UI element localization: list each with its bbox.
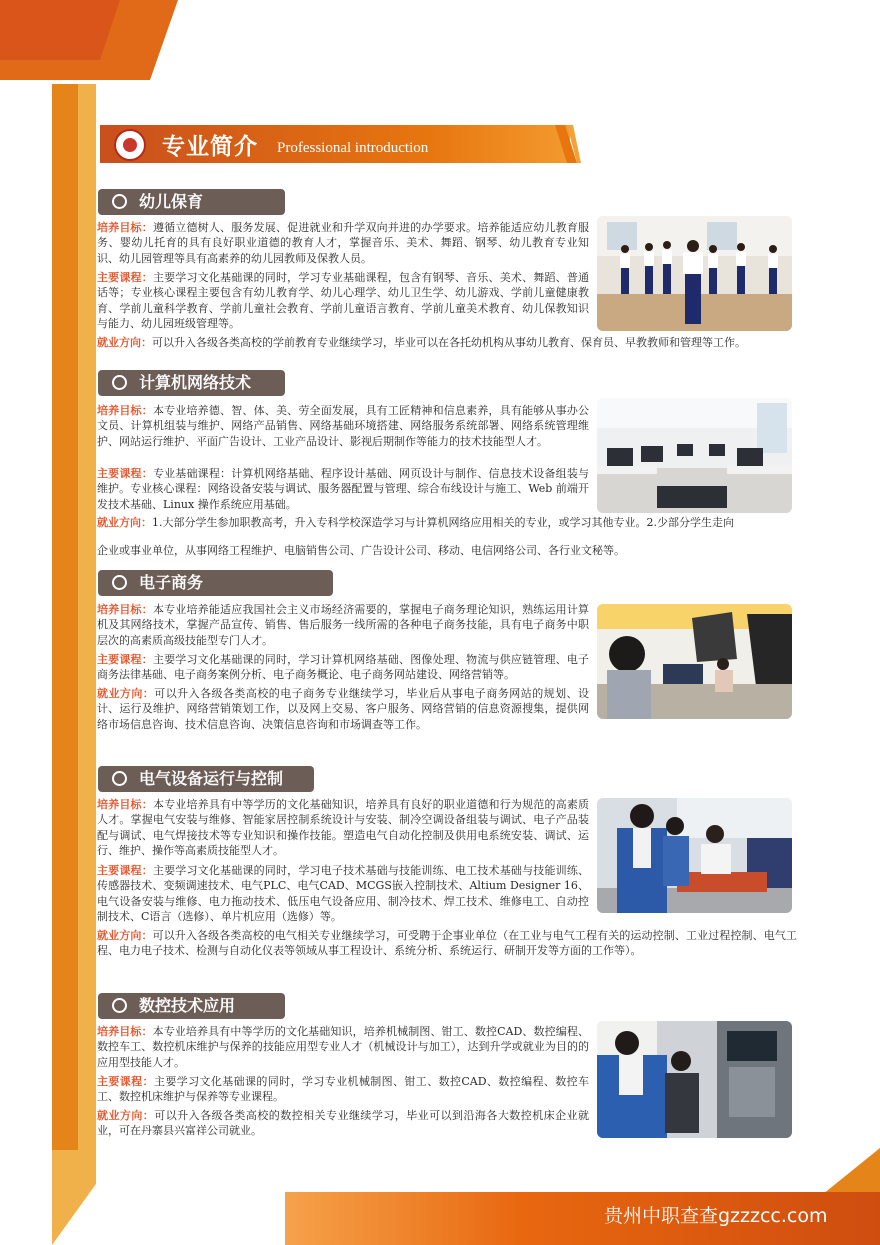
section-1-courses: 主要课程：主要学习文化基础课的同时，学习专业基础课程，包含有钢琴、音乐、美术、舞蹈、普通话等；专业核心课程主要包含有幼儿教育学、幼儿心理学、幼儿卫生学、幼儿游戏、学前儿童健康教育、学前儿童科学教育、学前儿童社会教育、学前儿童语言教育、学前儿童美术教育、幼儿保教知识与能力、幼儿园班级管理等。 xyxy=(97,271,590,331)
circle-bullet-icon xyxy=(112,375,127,390)
school-emblem-icon xyxy=(114,129,146,161)
circle-bullet-icon xyxy=(112,194,127,209)
section-1-career: 就业方向：可以升入各级各类高校的学前教育专业继续学习，毕业可以在各托幼机构从事幼儿教育、保育员、早教教师和管理等工作。 xyxy=(97,336,746,349)
electrical-training-photo xyxy=(597,798,792,913)
section-3-career: 就业方向：可以升入各级各类高校的电子商务专业继续学习，毕业后从事电子商务网站的规划、设计、运行及维护、网络营销策划工作，以及网上交易、客户服务、网络营销的信息资源搜集，提供网络市场信息咨询、技术信息咨询、决策信息咨询和市场调查等工作。 xyxy=(97,687,590,731)
circle-bullet-icon xyxy=(112,771,127,786)
section-1-goal: 培养目标：遵循立德树人、服务发展、促进就业和升学双向并进的办学要求。培养能适应幼儿教育服务、婴幼儿托育的具有良好职业道德的教育人才，掌握音乐、美术、舞蹈、钢琴、幼儿教育专业知识、幼儿园管理等具有高素养的幼儿园教师及保教人员。 xyxy=(97,221,590,265)
section-title-electrical-equipment: 电气设备运行与控制 xyxy=(98,766,314,792)
section-4-courses: 主要课程：主要学习文化基础课的同时，学习电子技术基础与技能训练、电工技术基础与技能训练、传感器技术、变频调速技术、电气PLC、电气CAD、MCGS嵌入控制技术、Altium Designer 16、电气设备安装与维修、电力拖动技术、低压电气设备应用、制冷技术、焊工技术、维修电工、自动控制技术、C语言（选修）、单片机应用（选修）等。 xyxy=(97,864,590,924)
circle-bullet-icon xyxy=(112,575,127,590)
section-title-early-childhood: 幼儿保育 xyxy=(98,189,285,215)
section-5-goal: 培养目标：本专业培养具有中等学历的文化基础知识，培养机械制图、钳工、数控CAD、数控编程、数控车工、数控机床维护与保养的技能应用型专业人才（机械设计与加工），达到升学或就业为目的的应用型技能人才。 xyxy=(97,1025,589,1069)
left-orange-bar-inner xyxy=(52,84,78,1184)
footer-watermark: 贵州中职查查gzzzcc.com xyxy=(604,1205,828,1227)
section-4-career: 就业方向：可以升入各级各类高校的电气相关专业继续学习，可受聘于企事业单位（在工业与电气工程有关的运动控制、工业过程控制、电气工程、电力电子技术、检测与自动化仪表等领域从事工程设计、系统分析、系统运行、研制开发等方面的工作等）。 xyxy=(97,929,798,958)
section-2-career: 就业方向：1.大部分学生参加职教高考，升入专科学校深造学习与计算机网络应用相关的专业，或学习其他专业。2.少部分学生走向 xyxy=(97,516,734,529)
dance-class-photo xyxy=(597,216,792,331)
section-3-courses: 主要课程：主要学习文化基础课的同时，学习计算机网络基础、图像处理、物流与供应链管理、电子商务法律基础、电子商务案例分析、电子商务概论、电子商务网站建设、网络营销等。 xyxy=(97,653,590,682)
computer-lab-photo xyxy=(597,398,792,513)
section-5-courses: 主要课程：主要学习文化基础课的同时，学习专业机械制图、钳工、数控CAD、数控编程、数控车工、数控机床维护与保养等专业课程。 xyxy=(97,1075,589,1104)
page-subtitle: Professional introduction xyxy=(277,140,429,156)
section-title-e-commerce: 电子商务 xyxy=(98,570,333,596)
cnc-machine-photo xyxy=(597,1021,792,1138)
section-3-goal: 培养目标：本专业培养能适应我国社会主义市场经济需要的，掌握电子商务理论知识，熟练运用计算机及其网络技术，掌握产品宣传、销售、售后服务一线所需的各种电子商务技能，具有电子商务中职层次的高素质高级技能型专门人才。 xyxy=(97,603,590,647)
section-title-computer-network: 计算机网络技术 xyxy=(98,370,285,396)
section-2-courses: 主要课程：专业基础课程：计算机网络基础、程序设计基础、网页设计与制作、信息技术设备组装与维护。专业核心课程：网络设备安装与调试、服务器配置与管理、综合布线设计与施工、Web 前端开发技术基础、Linux 操作系统应用基础。 xyxy=(97,467,590,511)
section-5-career: 就业方向：可以升入各级各类高校的数控相关专业继续学习，毕业可以到沿海各大数控机床企业就业，可在丹寨县兴富祥公司就业。 xyxy=(97,1109,590,1138)
page-title: 专业简介 xyxy=(162,134,258,160)
circle-bullet-icon xyxy=(112,998,127,1013)
section-4-goal: 培养目标：本专业培养具有中等学历的文化基础知识，培养具有良好的职业道德和行为规范的高素质人才。掌握电气安装与维修、智能家居控制系统设计与安装、制冷空调设备组装与调试、电子产品装配与调试、电气焊接技术等专业知识和操作技能。塑造电气自动化控制及供用电系统安装、调试、运行、维护、操作等高素质技能型人才。 xyxy=(97,798,590,858)
e-commerce-studio-photo xyxy=(597,604,792,719)
banner-tail-stripes xyxy=(555,125,581,163)
section-title-cnc-technology: 数控技术应用 xyxy=(98,993,285,1019)
section-2-goal: 培养目标：本专业培养德、智、体、美、劳全面发展，具有工匠精神和信息素养，具有能够从事办公文员、计算机组装与维护、网络产品销售、网络基础环境搭建、网络服务系统部署、网络系统管理维护、网站运行维护、平面广告设计、工业产品设计、影视后期制作等能力的技术技能型人才。 xyxy=(97,404,590,448)
section-2-career-continued: 企业或事业单位，从事网络工程维护、电脑销售公司、广告设计公司、移动、电信网络公司、各行业文秘等。 xyxy=(97,544,625,557)
bottom-left-notch xyxy=(52,1150,112,1245)
